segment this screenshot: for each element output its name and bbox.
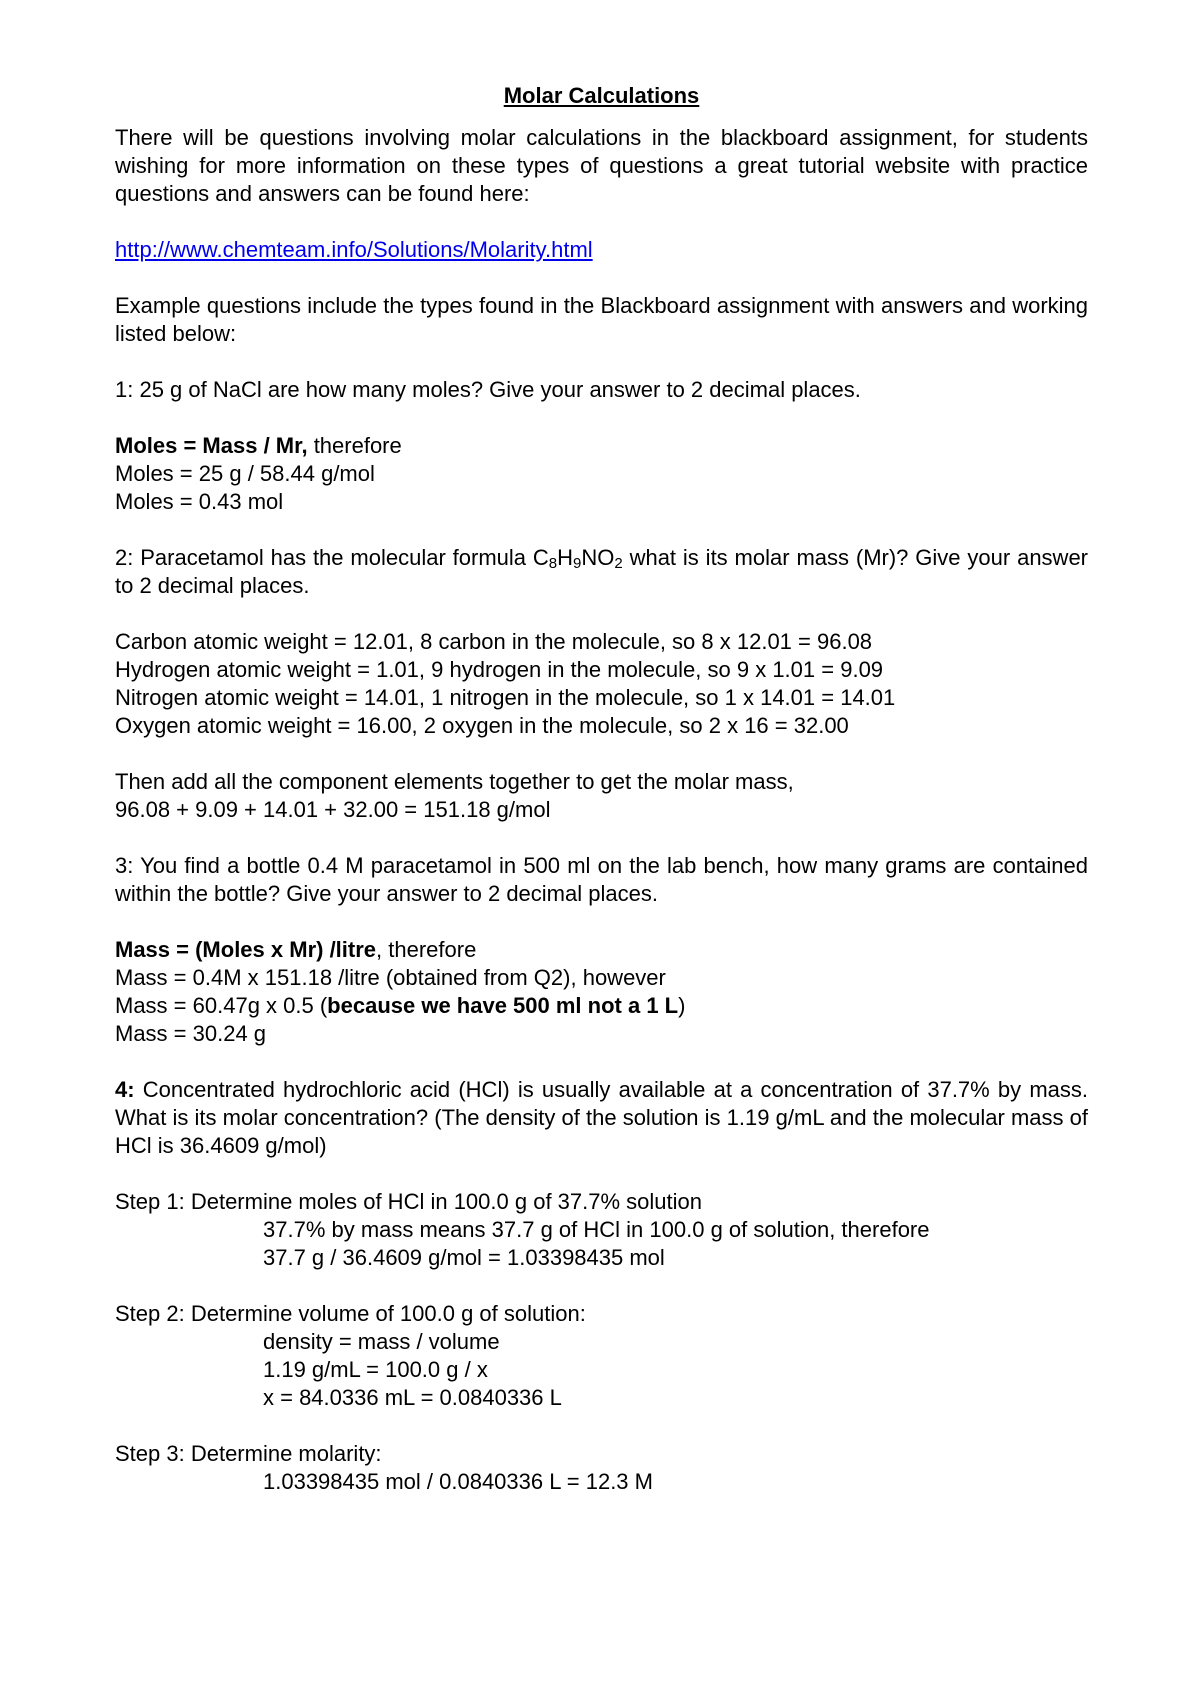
intro-paragraph: There will be questions involving molar calculations in the blackboard assignment, for students wishing for more information on these types of questions a great tutorial website with practice questions and answers can be found here: <box>115 125 1088 206</box>
q3-formula-bold: Mass = (Moles x Mr) /litre <box>115 937 377 962</box>
q4-step1-a: 37.7% by mass means 37.7 g of HCl in 100.0 g of solution, therefore <box>263 1217 930 1242</box>
q2-h: H <box>557 545 574 570</box>
q1-line1: Moles = 25 g / 58.44 g/mol <box>115 461 375 486</box>
q4-step1-b: 37.7 g / 36.4609 g/mol = 1.03398435 mol <box>263 1245 665 1270</box>
q2-sub-c: 8 <box>548 555 558 572</box>
q2-no: NO <box>581 545 615 570</box>
q4-question <box>115 1076 1088 1160</box>
q2-sub-h: 9 <box>573 555 582 572</box>
page-title: Molar Calculations <box>503 83 700 108</box>
chemteam-link[interactable]: http://www.chemteam.info/Solutions/Molarity.html <box>115 237 593 262</box>
q2-question <box>115 544 1088 600</box>
q4-step1: Step 1: Determine moles of HCl in 100.0 g of 37.7% solution <box>115 1189 702 1214</box>
q1-line2: Moles = 0.43 mol <box>115 489 284 514</box>
q4-question-text: Concentrated hydrochloric acid (HCl) is usually available at a concentration of 37.7% by mass. What is its molar concentration? (The density of the solution is 1.19 g/mL and the molecular mass of HCl is 36.4609 g/mol) <box>115 1077 1088 1158</box>
examples-intro: Example questions include the types found in the Blackboard assignment with answers and working listed below: <box>115 293 1088 346</box>
q4-step2: Step 2: Determine volume of 100.0 g of solution: <box>115 1301 586 1326</box>
q3-line2-end: ) <box>678 993 686 1018</box>
q3-line2 <box>115 992 1088 1020</box>
q2-question-end: what is its molar mass (Mr)? Give your answer to 2 decimal places. <box>115 545 1088 598</box>
q2-nitrogen: Nitrogen atomic weight = 14.01, 1 nitrogen in the molecule, so 1 x 14.01 = 14.01 <box>115 685 896 710</box>
q3-line3: Mass = 30.24 g <box>115 1021 267 1046</box>
q3-formula-rest: , therefore <box>376 937 477 962</box>
q2-oxygen: Oxygen atomic weight = 16.00, 2 oxygen in the molecule, so 2 x 16 = 32.00 <box>115 713 849 738</box>
q2-sum-intro: Then add all the component elements together to get the molar mass, <box>115 769 794 794</box>
q2-hydrogen: Hydrogen atomic weight = 1.01, 9 hydrogen in the molecule, so 9 x 1.01 = 9.09 <box>115 657 884 682</box>
q2-sub-o: 2 <box>614 555 623 572</box>
q1-question: 1: 25 g of NaCl are how many moles? Give your answer to 2 decimal places. <box>115 377 861 402</box>
q3-line2-bold: because we have 500 ml not a 1 L <box>327 993 679 1018</box>
q3-formula <box>115 936 1088 964</box>
q2-question-start: 2: Paracetamol has the molecular formula C <box>115 545 549 570</box>
q2-carbon: Carbon atomic weight = 12.01, 8 carbon in the molecule, so 8 x 12.01 = 96.08 <box>115 629 873 654</box>
q4-number: 4: <box>115 1077 135 1102</box>
q2-sum: 96.08 + 9.09 + 14.01 + 32.00 = 151.18 g/mol <box>115 797 551 822</box>
q1-formula-bold: Moles = Mass / Mr, <box>115 433 308 458</box>
q4-step3-a: 1.03398435 mol / 0.0840336 L = 12.3 M <box>263 1469 653 1494</box>
q1-formula <box>115 432 1088 460</box>
q3-line2-start: Mass = 60.47g x 0.5 ( <box>115 993 328 1018</box>
q1-formula-rest: therefore <box>307 433 402 458</box>
q4-step2-a: density = mass / volume <box>263 1329 500 1354</box>
q4-step2-b: 1.19 g/mL = 100.0 g / x <box>263 1357 488 1382</box>
q3-line1: Mass = 0.4M x 151.18 /litre (obtained from Q2), however <box>115 965 666 990</box>
q3-question: 3: You find a bottle 0.4 M paracetamol in 500 ml on the lab bench, how many grams are contained within the bottle? Give your answer to 2 decimal places. <box>115 853 1088 906</box>
q4-step3: Step 3: Determine molarity: <box>115 1441 382 1466</box>
q4-step2-c: x = 84.0336 mL = 0.0840336 L <box>263 1385 562 1410</box>
